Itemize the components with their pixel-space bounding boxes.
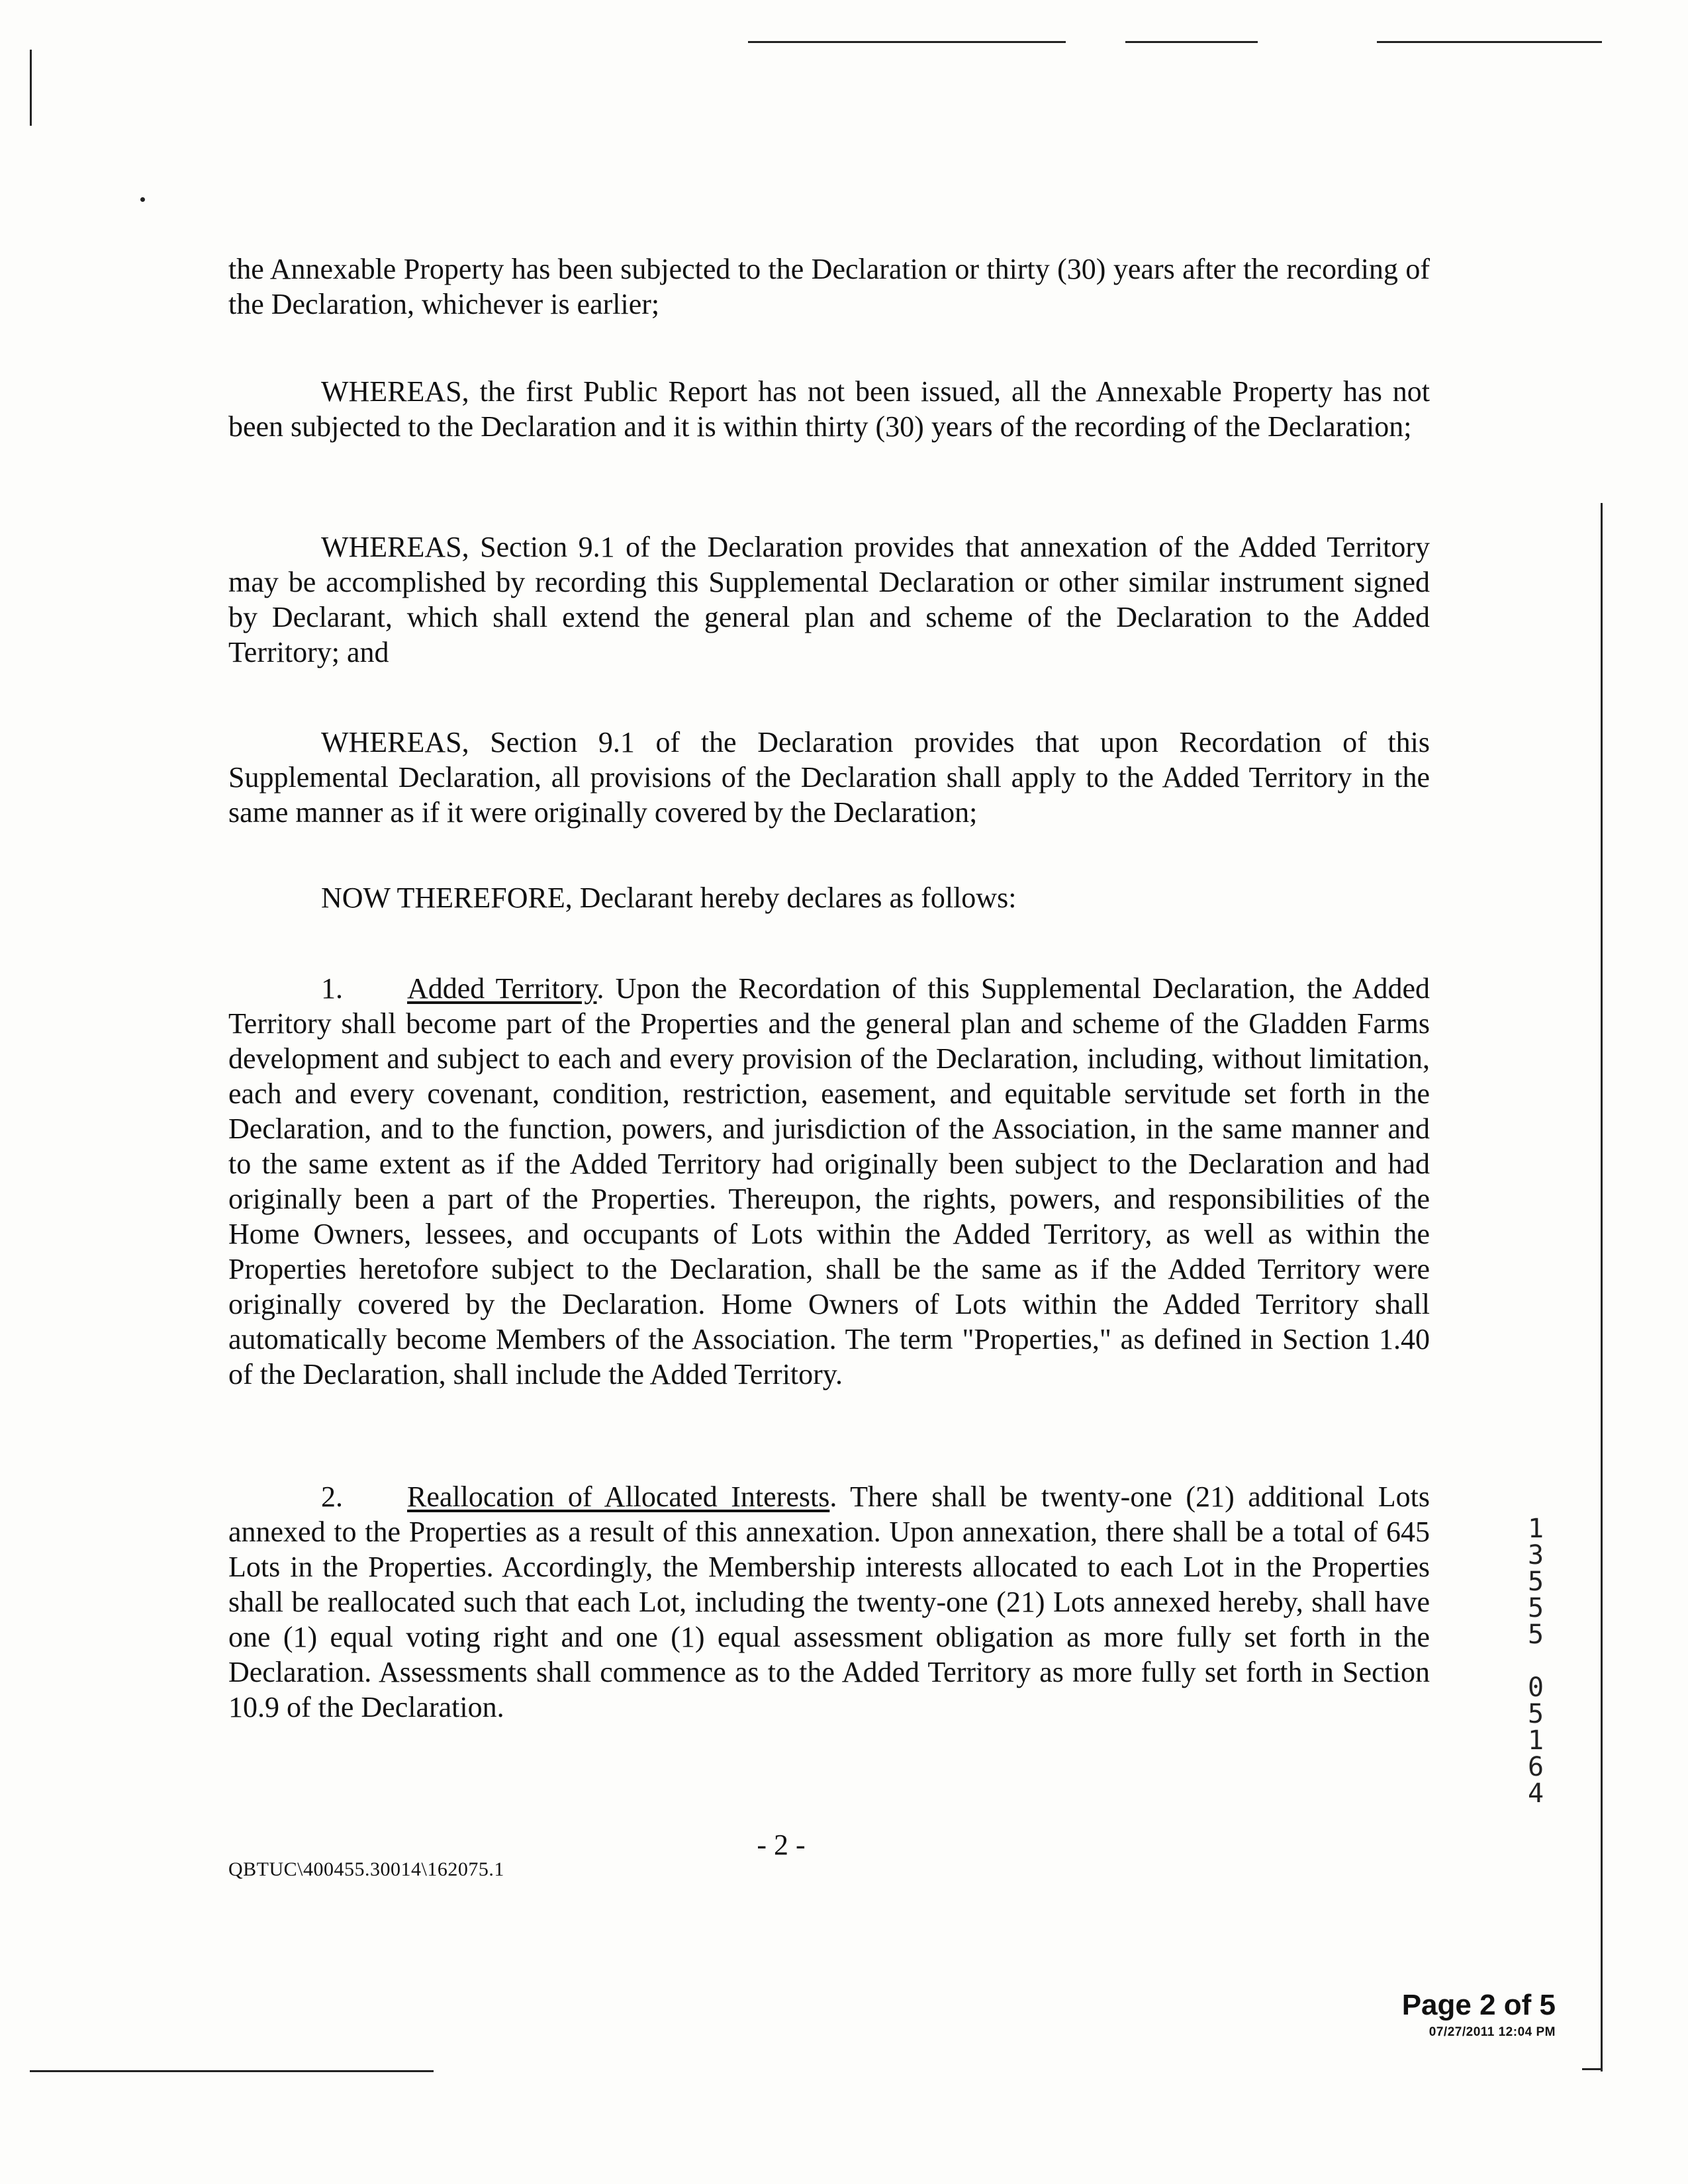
scan-line-bottom-right — [1582, 2068, 1602, 2070]
recording-digit: 1 — [1527, 1725, 1544, 1756]
scan-line-left — [30, 50, 32, 126]
scan-line-bottom-left — [30, 2070, 434, 2072]
scan-line-top-1 — [748, 41, 1066, 43]
recording-digit: 0 — [1527, 1672, 1544, 1703]
page-number: - 2 - — [757, 1829, 806, 1861]
paragraph-continuation: the Annexable Property has been subjected to the Declaration or thirty (30) years after the recording of the Declaration, whichever is earlier; — [228, 253, 1430, 320]
scan-line-top-2 — [1125, 41, 1258, 43]
recording-digit: 1 — [1527, 1514, 1544, 1544]
recording-digit: 6 — [1527, 1752, 1544, 1782]
recording-digit: 5 — [1527, 1699, 1544, 1729]
section-heading: Added Territory — [407, 972, 597, 1005]
recording-digit: 3 — [1527, 1540, 1544, 1570]
scan-line-top-3 — [1377, 41, 1602, 43]
recording-digit: 5 — [1527, 1593, 1544, 1623]
recording-digit: 4 — [1527, 1778, 1544, 1809]
recording-digit: 5 — [1527, 1567, 1544, 1597]
section-number: 1. — [321, 972, 343, 1005]
section-heading: Reallocation of Allocated Interests — [407, 1480, 830, 1513]
section-number: 2. — [321, 1480, 343, 1513]
paragraph-whereas-recordation: WHEREAS, Section 9.1 of the Declaration provides that upon Recordation of this Supplemental Declaration, all provisions of the Declaration shall apply to the Added Territory in the same manner as if it were originally covered by the Declaration; — [228, 726, 1430, 829]
document-reference: QBTUC\400455.30014\162075.1 — [228, 1858, 504, 1880]
paragraph-whereas-annexation: WHEREAS, Section 9.1 of the Declaration provides that annexation of the Added Territory may be accomplished by recording this Supplemental Declaration or other similar instrument signed by Declarant, which shall extend the general plan and scheme of the Declaration to the Added Territory; and — [228, 531, 1430, 668]
paragraph-now-therefore: NOW THEREFORE, Declarant hereby declares as follows: — [321, 882, 1017, 914]
section-reallocation — [228, 1479, 1430, 1725]
stamp-page-count: Page 2 of 5 — [1401, 1989, 1556, 2021]
recording-number — [1516, 1516, 1556, 1807]
stamp-datetime: 07/27/2011 12:04 PM — [1429, 2025, 1556, 2039]
scan-line-right — [1601, 503, 1603, 2071]
scan-speck — [140, 197, 145, 202]
paragraph-whereas-public-report: WHEREAS, the first Public Report has not been issued, all the Annexable Property has not been subjected to the Declaration and it is within thirty (30) years of the recording of the Declaration; — [228, 375, 1430, 443]
section-body: . Upon the Recordation of this Supplemental Declaration, the Added Territory shall become part of the Properties and the general plan and scheme of the Gladden Farms development and subject to each and every provision of the Declaration, including, without limitation, each and every covenant, condition, restriction, easement, and equitable servitude set forth in the Declaration, and to the function, powers, and jurisdiction of the Association, in the same manner and to the same extent as if the Added Territory had originally been subject to the Declaration and had originally been a part of the Properties. Thereupon, the rights, powers, and responsibilities of the Home Owners, lessees, and occupants of Lots within the Added Territory, as well as within the Properties heretofore subject to the Declaration, shall be the same as if the Added Territory were originally covered by the Declaration. Home Owners of Lots within the Added Territory shall automatically become Members of the Association. The term "Properties," as defined in Section 1.40 of the Declaration, shall include the Added Territory. — [228, 972, 1430, 1390]
section-body: . There shall be twenty-one (21) additional Lots annexed to the Properties as a result of this annexation. Upon annexation, there shall be a total of 645 Lots in the Properties. Accordingly, the Membership interests allocated to each Lot in the Properties shall be reallocated such that each Lot, including the twenty-one (21) Lots annexed hereby, shall have one (1) equal voting right and one (1) equal assessment obligation as more fully set forth in the Declaration. Assessments shall commence as to the Added Territory as more fully set forth in Section 10.9 of the Declaration. — [228, 1480, 1430, 1723]
section-added-territory — [228, 971, 1430, 1392]
recording-digit: 5 — [1527, 1619, 1544, 1650]
